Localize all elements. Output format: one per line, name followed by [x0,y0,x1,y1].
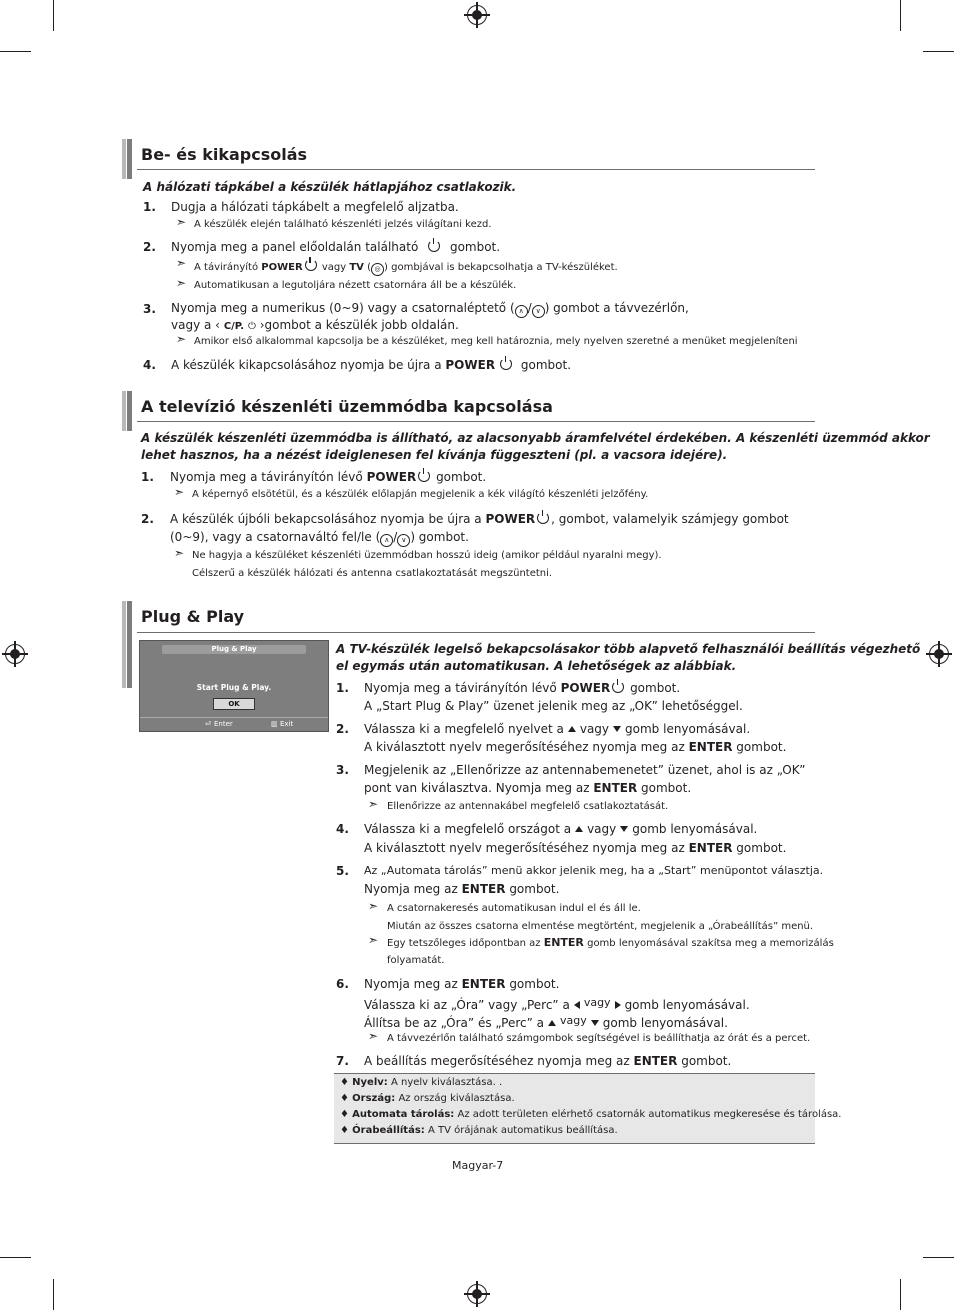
menu-item-label: Ország: [352,1093,396,1104]
page-number: Magyar-7 [452,1159,504,1172]
arrow-note-icon: ➣ [176,276,187,290]
section-rule [137,421,815,422]
step-text-part: A beállítás megerősítéséhez nyomja meg az [364,1054,630,1068]
crop-mark [923,51,954,52]
crop-mark [53,1279,54,1310]
step-note: A távvezérlőn található számgombok segítségével is beállíthatja az órát és a percet. [387,1033,811,1044]
arrow-up-icon [568,726,576,732]
step-note: Automatikusan a legutoljára nézett csatornára áll be a készülék. [194,280,517,291]
step-text-part: A készülék kikapcsolásához nyomja be újra a [171,358,442,372]
step-text-part: gombot. [436,470,487,484]
enter-label: Enter [214,720,233,728]
step-number: 3. [336,763,349,777]
step-text-part: , gombot, valamelyik számjegy gombot [551,512,789,526]
step-text-part: pont van kiválasztva. Nyomja meg az [364,781,590,795]
step-text-part: Válassza ki az „Óra” vagy „Perc” a [364,998,570,1012]
step-text-part: gombot. [520,358,572,372]
menu-item-label: Automata tárolás: [352,1109,455,1120]
power-icon [500,358,512,370]
arrow-note-icon: ➣ [368,797,379,811]
section-title: Plug & Play [141,607,245,626]
step-number: 2. [143,240,156,254]
section-bar [122,139,126,179]
step-note: folyamatát. [387,955,445,966]
exit-label: Exit [280,720,294,728]
section-title: Be- és kikapcsolás [141,145,308,164]
section-lead: lehet hasznos, ha a nézést ideiglenesen fel kívánja függeszteni (pl. a vacsora idejére). [141,448,728,462]
menu-summary-item [340,1125,618,1136]
registration-mark-icon [929,644,949,664]
menu-item-text: Az ország kiválasztása. [398,1093,515,1104]
step-note: A képernyő elsötétül, és a készülék előlapján megjelenik a kék világító készenléti jelzőfény. [192,489,649,500]
step-text [364,839,786,857]
step-note: A csatornakeresés automatikusan indul el és áll le. [387,903,641,914]
menu-item-label: Nyelv: [352,1077,388,1088]
step-text-part: vagy [587,822,617,836]
channel-down-icon: ∨ [397,534,410,547]
menu-summary-item [340,1109,841,1120]
section-bar [127,391,132,431]
arrow-note-icon: ➣ [368,899,379,913]
chevron-left-icon: ‹ [215,318,220,332]
diamond-bullet-icon: ♦ [340,1109,349,1120]
step-text [364,779,691,797]
step-number: 6. [336,977,349,991]
step-text: Az „Automata tárolás” menü akkor jelenik meg, ha a „Start” menüpontot választja. [364,864,824,877]
step-text-part: Válassza ki a megfelelő nyelvet a [364,722,564,736]
step-text-part: Nyomja meg a numerikus (0~9) vagy a csatornaléptető ( [171,301,515,315]
section-bar [122,601,126,688]
menu-item-text: Az adott területen elérhető csatornák automatikus megkeresése és tárolása. [457,1109,842,1120]
step-number: 2. [336,722,349,736]
step-number: 2. [141,512,154,526]
registration-mark-icon [5,644,25,664]
screen-ok-button[interactable]: OK [213,698,255,710]
step-number: 4. [336,822,349,836]
step-text-part: gombot. [449,240,501,254]
crop-mark [53,0,54,31]
arrow-note-icon: ➣ [176,215,187,229]
step-text-part: vagy [560,1014,587,1027]
step-text [171,316,459,336]
diamond-bullet-icon: ♦ [340,1077,349,1088]
enter-label: ENTER [543,936,584,949]
step-text-part: vagy [583,996,611,1009]
step-number: 1. [143,200,156,214]
cp-label: C/P. [223,321,245,332]
step-text [364,975,559,993]
step-text-part: Állítsa be az „Óra” és „Perc” a [364,1016,545,1030]
step-text-part: Nyomja meg a távirányítón lévő [364,681,557,695]
step-text-part: (0~9), vagy a csatornaváltó fel/le ( [170,530,381,544]
step-text [171,356,571,374]
step-text-part: Nyomja meg az [364,977,458,991]
menu-summary-box [334,1073,842,1144]
power-icon [612,681,624,693]
step-text: Nyomja meg a numerikus (0~9) vagy a csatornaléptető ( ∧ / ∨ ) gombot a távvezérlőn, [171,299,689,318]
arrow-note-icon: ➣ [176,256,187,270]
registration-mark-icon [467,5,487,25]
arrow-up-icon [575,826,583,832]
enter-label: ENTER [461,882,506,896]
crop-mark [923,1257,954,1258]
step-number: 5. [336,864,349,878]
step-text-part: gombot. [509,882,560,896]
crop-mark [0,51,31,52]
step-note: A távirányító POWER vagy TV ( ◎ ) gombjával is bekapcsolhatja a TV-készüléket. [194,259,618,276]
section-rule [137,169,815,170]
crop-mark [0,1257,31,1258]
arrow-right-icon [615,1001,621,1009]
menu-summary-item [340,1093,515,1104]
step-text [364,880,559,898]
step-number: 3. [143,302,156,316]
section-bar [127,139,132,179]
step-text-part: gombot. [736,841,787,855]
step-text-part: Válassza ki a megfelelő országot a [364,822,572,836]
arrow-up-icon [548,1020,556,1026]
step-text [364,679,680,697]
step-text-part: gombot. [681,1054,732,1068]
step-text-part: gombot a készülék jobb oldalán. [264,318,459,332]
diamond-bullet-icon: ♦ [340,1125,349,1136]
step-text-part: ) gombot. [410,530,469,544]
note-part: Egy tetszőleges időpontban az [387,938,541,949]
section-lead: el egymás után automatikusan. A lehetőségek az alábbiak. [336,659,737,673]
step-text-part: ) gombot a távvezérlőn, [544,301,689,315]
enter-label: ENTER [688,740,733,754]
arrow-note-icon: ➣ [368,1029,379,1043]
enter-label: ENTER [688,841,733,855]
step-text-part: A készülék újbóli bekapcsolásához nyomja be újra a [170,512,482,526]
crop-mark [900,0,901,31]
step-text [170,510,789,528]
enter-icon: ⏎ [205,720,211,728]
step-text-part: gombot. [630,681,681,695]
step-text: Megjelenik az „Ellenőrizze az antennabemenetet” üzenet, ahol is az „OK” [364,763,806,777]
step-number: 1. [336,681,349,695]
power-small-icon: ⏻ [247,321,256,332]
step-note: Célszerű a készülék hálózati és antenna csatlakoztatását megszüntetni. [192,568,553,579]
step-number: 1. [141,470,154,484]
note-part: gombjával is bekapcsolhatja a TV-készüléket. [391,262,618,273]
section-rule [137,632,815,633]
channel-up-icon: ∧ [515,305,528,318]
enter-label: ENTER [593,781,638,795]
power-label: POWER [366,470,417,484]
arrow-left-icon [574,1001,580,1009]
power-label: POWER [445,358,496,372]
step-text [364,1052,731,1070]
step-text-part: A kiválasztott nyelv megerősítéséhez nyomja meg az [364,740,685,754]
step-text: Dugja a hálózati tápkábelt a megfelelő aljzatba. [171,200,459,214]
step-text-part: gomb lenyomásával. [602,1016,728,1030]
step-text-part: gombot. [509,977,560,991]
step-note [387,936,834,951]
tv-label: TV [349,262,364,273]
step-text: A „Start Plug & Play” üzenet jelenik meg az „OK” lehetőséggel. [364,699,743,713]
enter-label: ENTER [633,1054,678,1068]
arrow-down-icon [620,826,628,832]
tv-button-icon: ◎ [371,263,384,276]
screen-header: Plug & Play [162,645,306,654]
crop-mark [900,1279,901,1310]
registration-mark-icon [467,1284,487,1304]
step-text [364,720,750,738]
channel-down-icon: ∨ [532,305,545,318]
arrow-down-icon [613,726,621,732]
step-text-part: Nyomja meg a távirányítón lévő [170,470,363,484]
step-note: Miután az összes csatorna elmentése megtörtént, megjelenik a „Órabeállítás” menü. [387,921,814,932]
step-number: 4. [143,358,156,372]
exit-icon: ▥ [271,720,278,728]
step-text [170,468,486,486]
step-number: 7. [336,1054,349,1068]
power-label: POWER [485,512,536,526]
menu-item-text: A nyelv kiválasztása. . [390,1077,503,1088]
arrow-note-icon: ➣ [174,485,185,499]
step-text-part: gomb lenyomásával. [624,998,750,1012]
note-part: gomb lenyomásával szakítsa meg a memorizálás [587,938,834,949]
enter-label: ENTER [461,977,506,991]
step-text [364,820,757,838]
step-text-part: gombot. [641,781,692,795]
power-icon [305,259,317,271]
step-text: (0~9), vagy a csatornaváltó fel/le ( ∧ / ∨ ) gombot. [170,528,469,547]
step-text-part: Nyomja meg a panel előoldalán található [171,240,419,254]
step-note: A készülék elején található készenléti jelzés világítani kezd. [194,219,492,230]
plug-and-play-screen [139,640,329,732]
menu-item-label: Órabeállítás: [352,1125,425,1136]
chevron-right-icon: › [259,318,265,332]
step-text-part: gomb lenyomásával. [632,822,758,836]
diamond-bullet-icon: ♦ [340,1093,349,1104]
power-icon [537,512,549,524]
note-part: A távirányító [194,262,259,273]
arrow-note-icon: ➣ [174,546,185,560]
arrow-note-icon: ➣ [176,332,187,346]
note-part: vagy [321,262,347,273]
section-lead: A hálózati tápkábel a készülék hátlapjához csatlakozik. [143,180,517,194]
step-text [364,738,786,756]
power-icon [428,240,440,252]
step-text-part: gombot. [736,740,787,754]
arrow-note-icon: ➣ [368,933,379,947]
step-text [364,994,750,1014]
channel-up-icon: ∧ [380,534,393,547]
menu-item-text: A TV órájának automatikus beállítása. [427,1125,618,1136]
step-text-part: gomb lenyomásával. [625,722,751,736]
step-note: Ellenőrizze az antennakábel megfelelő csatlakoztatását. [387,801,669,812]
section-bar [127,601,132,688]
step-note: Amikor első alkalommal kapcsolja be a készüléket, meg kell határoznia, mely nyelven szeretné a menüket megjeleníteni [194,336,798,347]
power-label: POWER [560,681,611,695]
step-note: Ne hagyja a készüléket készenléti üzemmódban hosszú ideig (amikor például nyaralni megy). [192,550,662,561]
power-label: POWER [261,262,303,273]
section-lead: A TV-készülék legelső bekapcsolásakor több alapvető felhasználói beállítás végezhető [336,642,921,656]
screen-message: Start Plug & Play. [196,683,272,692]
section-title: A televízió készenléti üzemmódba kapcsolása [141,397,553,416]
step-text [364,1012,728,1032]
step-text [171,238,500,256]
step-text-part: A kiválasztott nyelv megerősítéséhez nyomja meg az [364,841,685,855]
power-icon [418,470,430,482]
step-text-part: vagy [579,722,610,736]
section-bar [122,391,126,431]
step-text-part: Nyomja meg az [364,882,458,896]
step-text-part: vagy a [171,318,212,332]
section-lead: A készülék készenléti üzemmódba is állítható, az alacsonyabb áramfelvétel érdekében. A készenléti üzemmód akkor [141,431,930,445]
screen-footer [140,717,328,729]
arrow-down-icon [591,1020,599,1026]
menu-summary-item [340,1077,502,1088]
